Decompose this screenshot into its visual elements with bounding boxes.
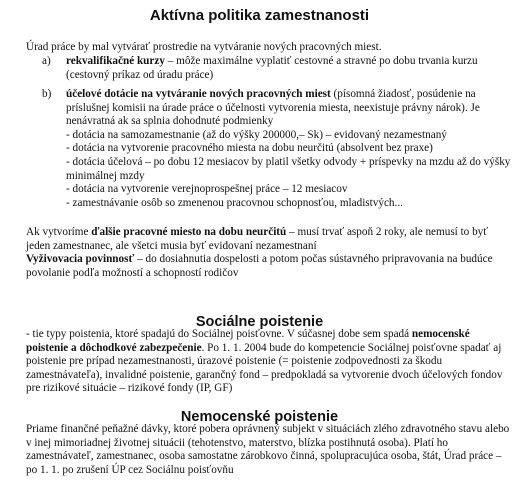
- social-insurance-paragraph: [26, 328, 514, 396]
- list-item-b-body: [66, 88, 516, 210]
- intro-paragraph: Úrad práce by mal vytvárať prostredie na vytváranie nových pracovných miest.: [26, 41, 382, 53]
- subsidy-list: [66, 129, 516, 211]
- list-item: - dotácia účelová – po dobu 12 mesiacov by platil všetky odvody + príspevky na mzdu až do výšky minimálnej mzdy: [66, 155, 511, 182]
- list-item-a-body: [66, 55, 512, 82]
- maintenance-post: – do dosiahnutia dospelosti a potom počas sústavného pripravovania na budúce povolanie podľa možností a schopností rodičov: [26, 253, 493, 279]
- list-item-a-term: rekvalifikačné kurzy: [66, 55, 165, 67]
- list-item-a-text: – môže maximálne vyplatiť cestovné a stravné po dobu trvania kurzu (cestovný príkaz od úradu práce): [66, 55, 478, 81]
- page-title: Aktívna politika zamestnanosti: [149, 7, 370, 24]
- new-job-term: ďalšie pracovné miesto na dobu neurčitú: [91, 226, 287, 238]
- maintenance-paragraph: [26, 253, 514, 280]
- list-item-a-label: a): [42, 55, 51, 67]
- social-pre: - tie typy poistenia, ktoré spadajú do Sociálnej poisťovne. V súčasnej dobe sem spadá: [26, 328, 412, 340]
- section-title-social-insurance: Sociálne poistenie: [195, 314, 324, 330]
- maintenance-term: Vyživovacia povinnosť: [26, 253, 135, 266]
- new-job-post: – musí trvať aspoň 2 roky, ale nemusí to byť jeden zamestnanec, ale všetci musia byť evidovaní nezamestnaní: [26, 226, 489, 252]
- list-item: - dotácia na vytvorenie verejnoprospešnej práce – 12 mesiacov: [66, 183, 348, 196]
- list-item: - dotácia na vytvorenie pracovného miesta na dobu neurčitú (absolvent bez praxe): [66, 142, 433, 155]
- new-job-paragraph: [26, 226, 514, 253]
- list-item: - dotácia na samozamestnanie (až do výšky 200000,– Sk) – evidovaný nezamestnaný: [66, 128, 447, 141]
- list-item-b-text: (písomná žiadosť, posúdenie na príslušnej komisii na úrade práce o účelnosti vytvorenia miesta, neexistuje právny nárok). Je nenávratná ak sa splnia dohodnuté podmienky: [66, 88, 480, 128]
- sickness-insurance-paragraph: Priame finančné peňažné dávky, ktoré pobera oprávnený subjekt v situáciách zlého zdravotného stavu alebo v inej mimoriadnej životnej situácii (tehotenstvo, materstvo, blízka postihnutá osoba). Platí ho zamestnávateľ, zamestnanec, osoba samostatne zárobkovo činná, spolupracujúca osoba, štát, Úrad práce – po 1. 1. po zrušení ÚP cez Sociálnu poisťovňu: [26, 423, 510, 476]
- social-post: . Po 1. 1. 2004 bude do kompetencie Sociálnej poisťovne spadať aj poistenie pre prípad nezamestnanosti, úrazové poistenie (= poistenie zodpovednosti za škodu zamestnávateľa), invalidné poistenie, garančný fond – predpokladá sa vytvorenie dvoch účelových fondov pre rizikové situácie – rizikové fondy (IP, GF): [26, 341, 503, 395]
- social-term: nemocenské poistenie a dôchodkové zabezpečenie: [26, 328, 470, 354]
- employment-paragraphs: [26, 226, 514, 280]
- list-item-b-label: b): [42, 88, 52, 100]
- list-item: - zamestnávanie osôb so zmenenou pracovnou schopnosťou, mladistvých...: [66, 196, 403, 209]
- new-job-pre: Ak vytvoríme: [26, 226, 92, 238]
- section-title-sickness-insurance: Nemocenské poistenie: [180, 409, 339, 425]
- list-item-b-term: účelové dotácie na vytváranie nových pracovných miest: [66, 88, 331, 100]
